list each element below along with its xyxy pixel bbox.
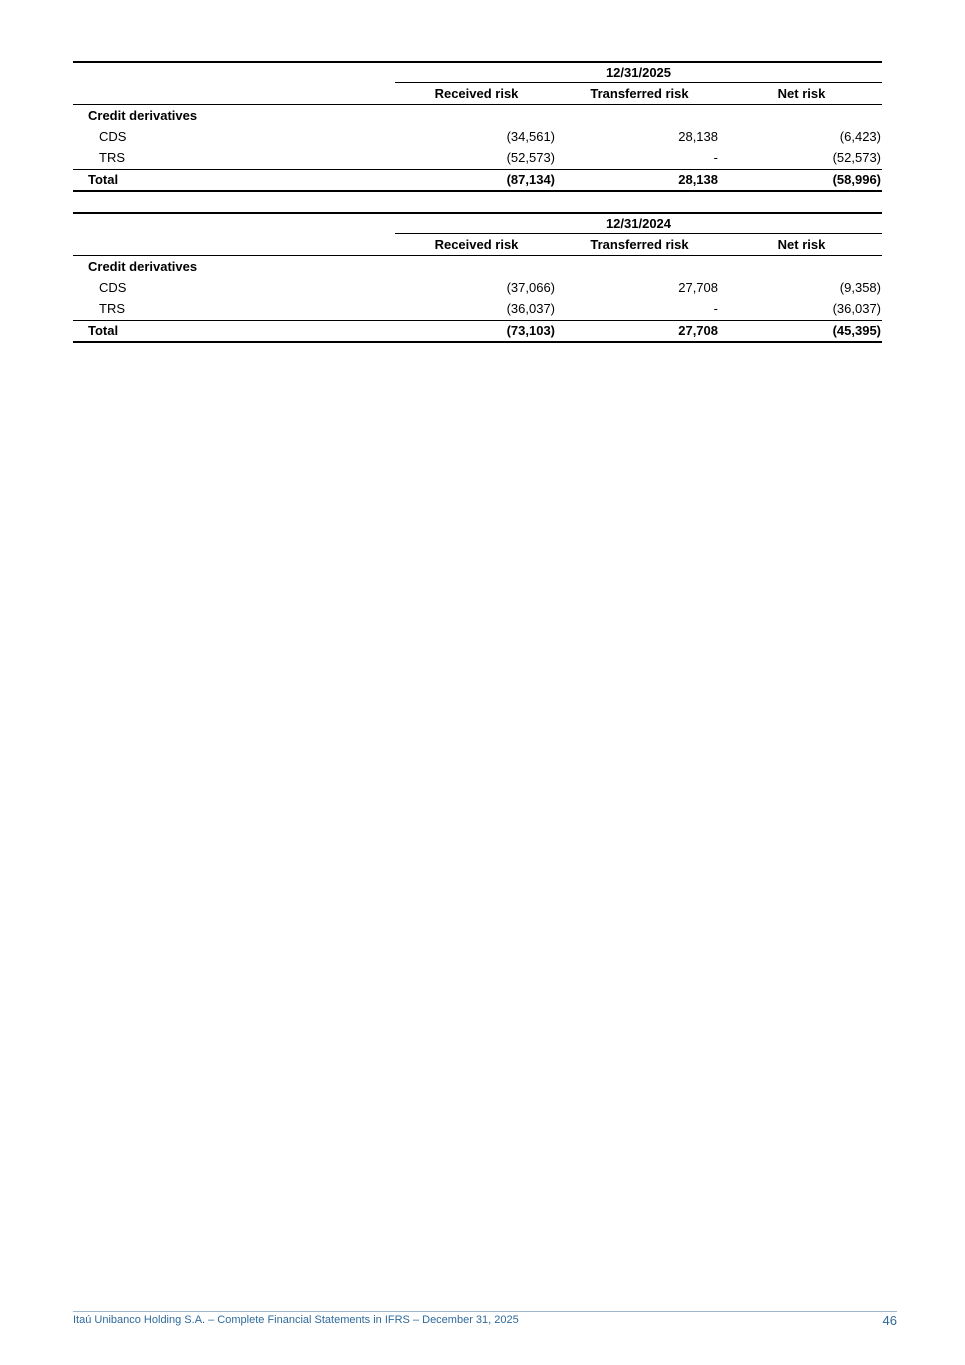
page-number: 46 [882,1313,897,1328]
period-rule [395,82,882,83]
table-row-trs [73,147,882,168]
table-row-cds [73,277,882,298]
credit-derivatives-table-2024 [73,212,882,343]
column-header-net-risk: Net risk [777,237,826,252]
section-row [73,105,882,126]
net-risk-value: (52,573) [832,150,881,165]
table-row-total [73,169,882,190]
column-header-transferred-risk: Transferred risk [590,237,689,252]
section-row [73,256,882,277]
period-rule [395,233,882,234]
period-header: 12/31/2025 [605,65,672,80]
table-top-rule [73,61,882,63]
section-label: Credit derivatives [88,108,198,123]
transferred-risk-value: - [713,150,718,165]
table-bottom-rule [73,341,882,343]
credit-derivatives-table-2025 [73,61,882,192]
transferred-risk-value: - [713,301,718,316]
received-risk-value: (52,573) [506,150,555,165]
received-risk-total: (87,134) [506,172,555,187]
received-risk-value: (36,037) [506,301,555,316]
table-row-cds [73,126,882,147]
footer-rule [73,1311,897,1312]
transferred-risk-value: 28,138 [678,129,718,144]
table-row-trs [73,298,882,319]
transferred-risk-total: 28,138 [678,172,718,187]
net-risk-value: (6,423) [839,129,881,144]
column-header-received-risk: Received risk [434,86,519,101]
table-top-rule [73,212,882,214]
received-risk-value: (34,561) [506,129,555,144]
total-label: Total [88,172,119,187]
footer-text: Itaú Unibanco Holding S.A. – Complete Financial Statements in IFRS – December 31, 2025 [73,1314,519,1326]
net-risk-total: (45,395) [832,323,881,338]
received-risk-total: (73,103) [506,323,555,338]
column-header-net-risk: Net risk [777,86,826,101]
received-risk-value: (37,066) [506,280,555,295]
transferred-risk-total: 27,708 [678,323,718,338]
net-risk-total: (58,996) [832,172,881,187]
row-label: TRS [99,301,125,316]
column-header-received-risk: Received risk [434,237,519,252]
net-risk-value: (36,037) [832,301,881,316]
table-bottom-rule [73,190,882,192]
row-label: CDS [99,280,127,295]
net-risk-value: (9,358) [839,280,881,295]
total-label: Total [88,323,119,338]
transferred-risk-value: 27,708 [678,280,718,295]
table-row-total [73,320,882,341]
row-label: CDS [99,129,127,144]
period-header: 12/31/2024 [605,216,672,231]
column-header-transferred-risk: Transferred risk [590,86,689,101]
section-label: Credit derivatives [88,259,198,274]
row-label: TRS [99,150,125,165]
